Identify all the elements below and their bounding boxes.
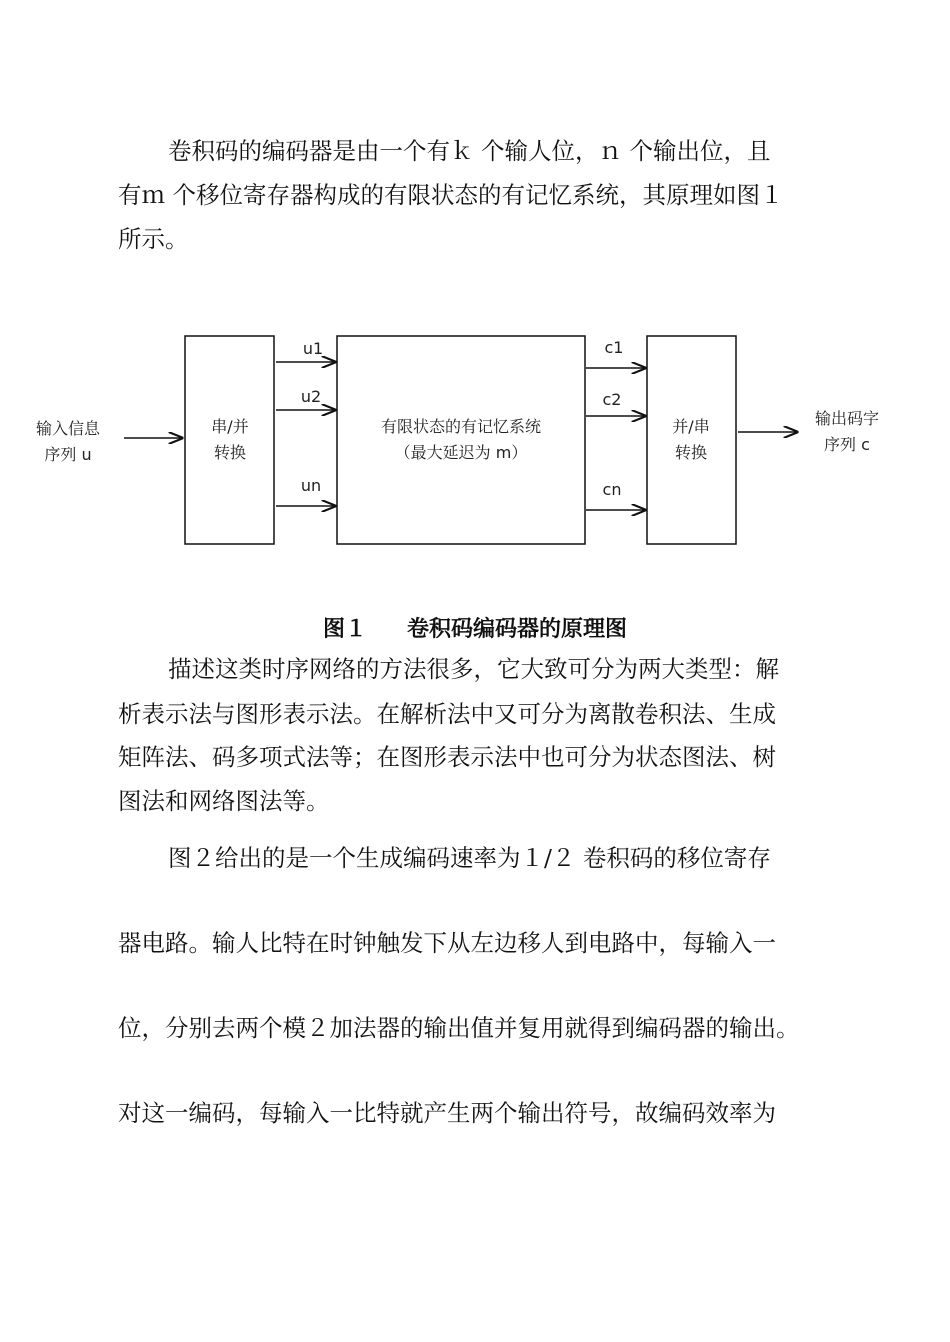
para2-line-2: 析表示法与图形表示法。在解析法中又可分为离散卷积法、生成	[118, 700, 776, 728]
caption-title: 卷积码编码器的原理图	[407, 617, 628, 642]
serial-parallel-box	[185, 336, 274, 544]
figure-caption	[0, 612, 950, 643]
u1-label: u1	[302, 339, 324, 358]
ps-box-line2: 转换	[674, 443, 708, 462]
para2-line-4: 图法和网络图法等。	[118, 787, 330, 815]
para3-line-4: 对这一编码，每输入一比特就产生两个输出符号，故编码效率为	[118, 1099, 776, 1127]
para3-line-1: 图２给出的是一个生成编码速率为１/２ 卷积码的移位寄存	[168, 844, 771, 872]
para2-line-3: 矩阵法、码多项式法等；在图形表示法中也可分为状态图法、树	[118, 743, 776, 771]
memory-system-box	[337, 336, 585, 544]
c1-label: c1	[604, 338, 624, 357]
memory-box-line2: （最大延迟为 m）	[394, 443, 528, 462]
intro-line-3: 所示。	[118, 225, 189, 253]
caption-number: 图１	[322, 617, 367, 642]
input-label-line2: 序列 u	[44, 445, 92, 464]
sp-box-line2: 转换	[213, 443, 247, 462]
output-label-line2: 序列 c	[824, 435, 870, 454]
memory-box-line1: 有限状态的有记忆系统	[380, 417, 542, 436]
sp-box-line1: 串/并	[211, 417, 249, 436]
un-label: un	[300, 476, 322, 495]
input-label-line1: 输入信息	[35, 419, 101, 438]
para2-line-1: 描述这类时序网络的方法很多，它大致可分为两大类型：解	[168, 655, 779, 683]
c2-label: c2	[602, 390, 622, 409]
output-label-line1: 输出码字	[814, 409, 880, 428]
encoder-block-diagram	[0, 320, 950, 560]
para3-line-3: 位，分别去两个模２加法器的输出值并复用就得到编码器的输出。	[118, 1014, 800, 1042]
ps-box-line1: 并/串	[672, 417, 710, 436]
u2-label: u2	[300, 387, 322, 406]
intro-line-2: 有ｍ 个移位寄存器构成的有限状态的有记忆系统，其原理如图１	[118, 181, 784, 209]
para3-line-2: 器电路。输人比特在时钟触发下从左边移人到电路中，每输入一	[118, 929, 776, 957]
cn-label: cn	[602, 480, 622, 499]
parallel-serial-box	[647, 336, 736, 544]
intro-line-1: 卷积码的编码器是由一个有ｋ 个输人位，ｎ 个输出位，且	[168, 137, 771, 165]
